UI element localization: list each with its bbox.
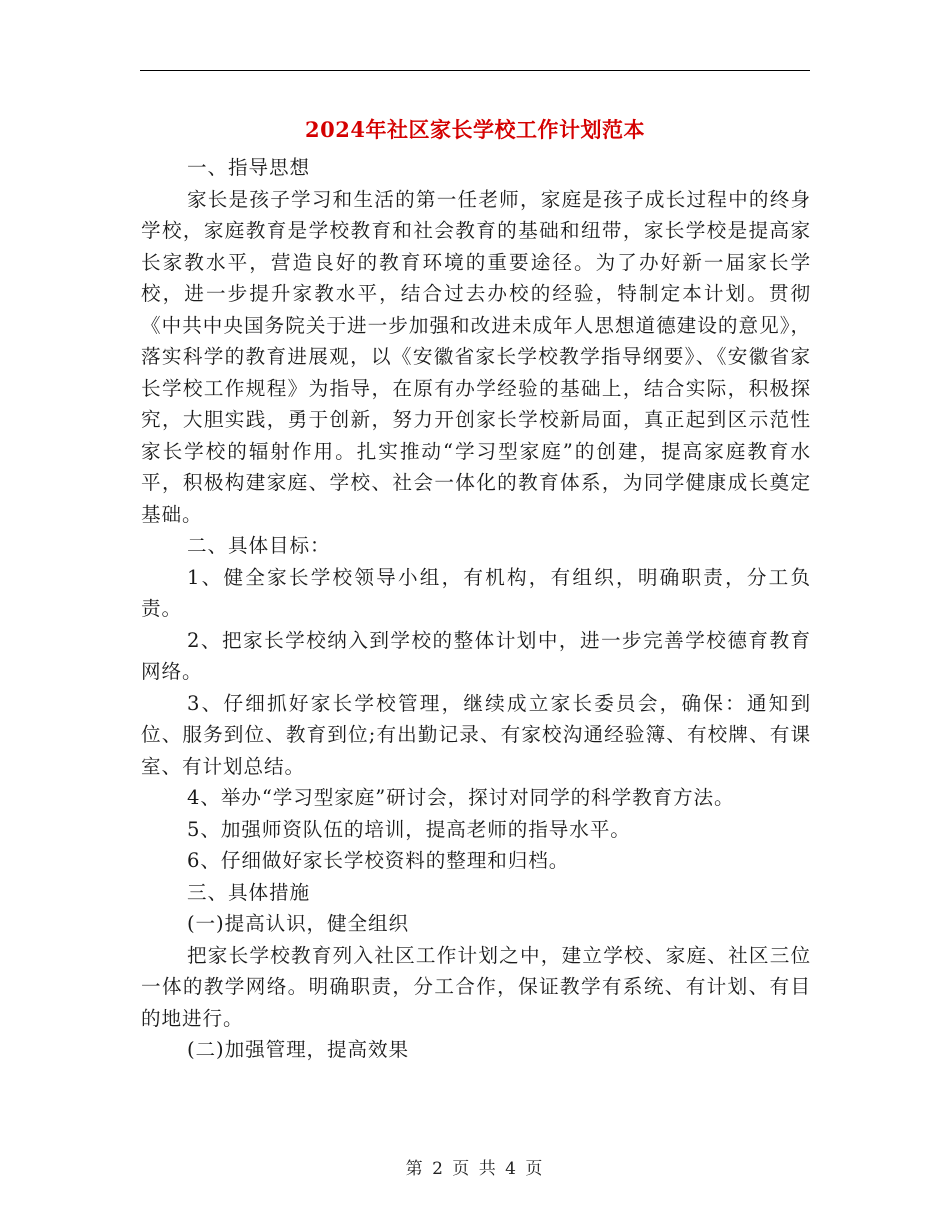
goal-item-2: 2、把家长学校纳入到学校的整体计划中，进一步完善学校德育教育网络。 (141, 628, 811, 683)
goal-item-4: 4、举办“学习型家庭”研讨会，探讨对同学的科学教育方法。 (187, 786, 735, 809)
header-rule (140, 70, 810, 71)
document-body (141, 152, 811, 1066)
paragraph-guiding-ideology: 家长是孩子学习和生活的第一任老师，家庭是孩子成长过程中的终身学校，家庭教育是学校教育和社会教育的基础和纽带，家长学校是提高家长家教水平，营造良好的教育环境的重要途径。为了办好新一届家长学校，进一步提升家教水平，结合过去办校的经验，特制定本计划。贯彻《中共中央国务院关于进一步加强和改进未成年人思想道德建设的意见》，落实科学的教育进展观，以《安徽省家长学校教学指导纲要》、《安徽省家长学校工作规程》为指导，在原有办学经验的基础上，结合实际，积极探究，大胆实践，勇于创新，努力开创家长学校新局面，真正起到区示范性家长学校的辐射作用。扎实推动“学习型家庭”的创建，提高家庭教育水平，积极构建家庭、学校、社会一体化的教育体系，为同学健康成长奠定基础。 (141, 187, 811, 526)
goal-item-1: 1、健全家长学校领导小组，有机构，有组织，明确职责，分工负责。 (141, 565, 811, 620)
paragraph-measure-1: 把家长学校教育列入社区工作计划之中，建立学校、家庭、社区三位一体的教学网络。明确职责，分工合作，保证教学有系统、有计划、有目的地进行。 (141, 943, 811, 1030)
section-heading-measures: 三、具体措施 (187, 880, 310, 904)
section-heading-specific-goals: 二、具体目标： (187, 534, 331, 557)
goal-item-5: 5、加强师资队伍的培训，提高老师的指导水平。 (187, 817, 631, 841)
goal-item-3: 3、仔细抓好家长学校管理，继续成立家长委员会，确保：通知到位、服务到位、教育到位;有出勤记录、有家校沟通经验簿、有校牌、有课室、有计划总结。 (141, 691, 811, 778)
document-title: 2024年社区家长学校工作计划范本 (305, 117, 645, 142)
page-footer: 第 2 页 共 4 页 (405, 1159, 545, 1179)
goal-item-6: 6、仔细做好家长学校资料的整理和归档。 (187, 849, 570, 872)
section-heading-guiding-ideology: 一、指导思想 (187, 156, 310, 179)
subsection-heading-2: (二)加强管理，提高效果 (187, 1038, 410, 1061)
subsection-heading-1: (一)提高认识，健全组织 (187, 912, 410, 935)
